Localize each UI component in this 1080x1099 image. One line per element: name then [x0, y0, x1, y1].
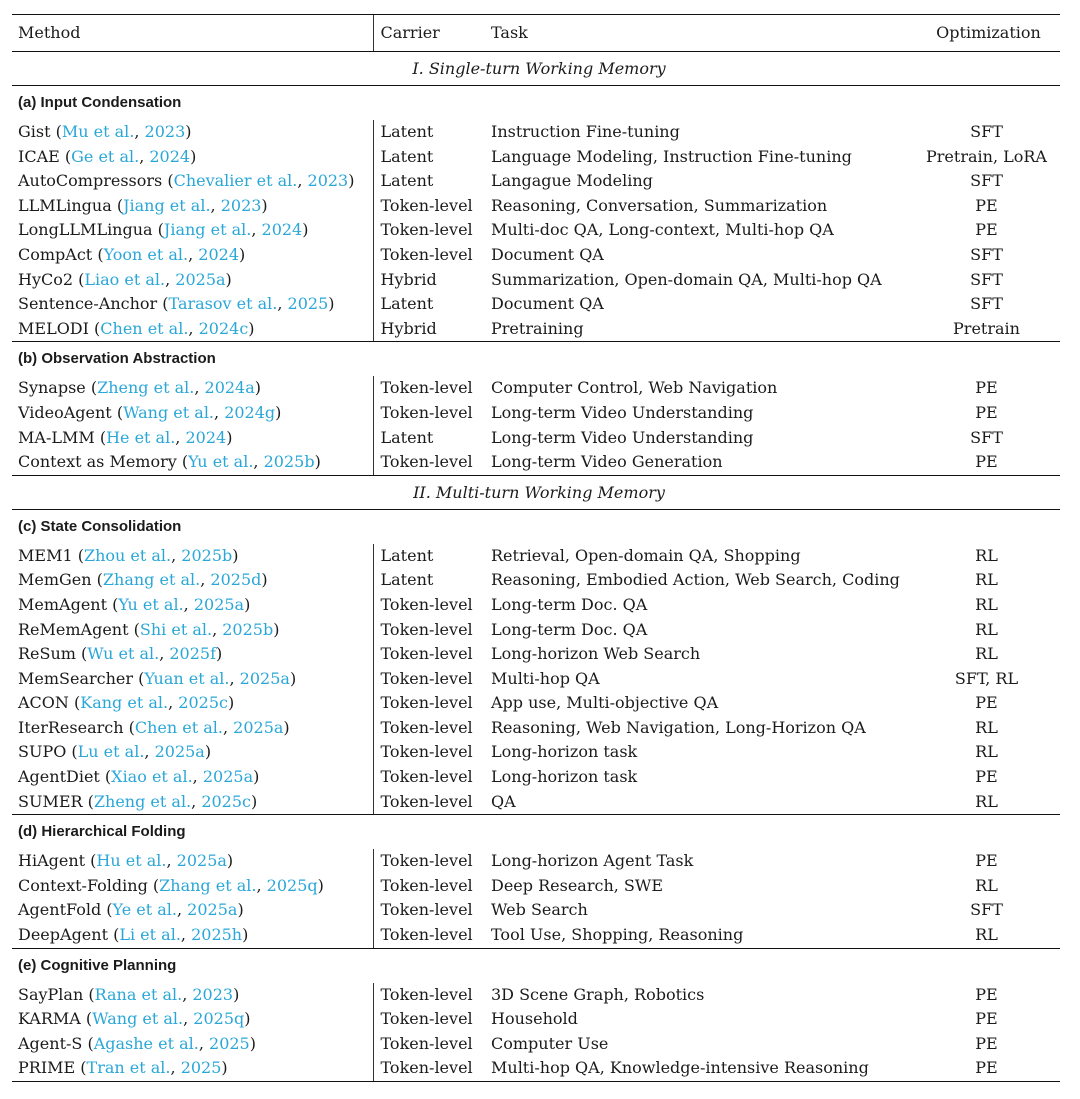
- method-cell: MemAgent (Yu et al., 2025a): [18, 594, 251, 614]
- method-cell: SUPO (Lu et al., 2025a): [18, 742, 212, 762]
- carrier-cell: Token-level: [373, 243, 485, 268]
- carrier-cell: Token-level: [373, 923, 485, 948]
- table-row: [12, 568, 1060, 593]
- citation-year-link[interactable]: 2025b: [181, 545, 233, 565]
- method-cell: MEM1 (Zhou et al., 2025b): [18, 545, 239, 565]
- method-cell: MA-LMM (He et al., 2024): [18, 427, 233, 447]
- method-name: Agent-S: [18, 1033, 83, 1053]
- section-heading-row: [12, 52, 1060, 86]
- table-row: [12, 401, 1060, 426]
- group-title: (e) Cognitive Planning: [18, 956, 177, 974]
- group-title: (c) State Consolidation: [18, 517, 182, 535]
- citation-year-link[interactable]: 2025: [180, 1058, 222, 1078]
- table-row: [12, 243, 1060, 268]
- method-name: MELODI: [18, 318, 89, 338]
- method-name: SUMER: [18, 791, 83, 811]
- task-cell: Language Modeling, Instruction Fine-tuning: [491, 146, 852, 166]
- citation-link[interactable]: Jiang et al.: [163, 220, 252, 240]
- method-cell: Context-Folding (Zhang et al., 2025q): [18, 875, 324, 895]
- method-cell: SUMER (Zheng et al., 2025c): [12, 790, 373, 815]
- task-cell: Deep Research, SWE: [491, 875, 663, 895]
- citation-year-link[interactable]: 2023: [307, 171, 349, 191]
- optimization-cell: RL: [975, 875, 998, 895]
- method-name: HiAgent: [18, 851, 86, 871]
- task-cell: Multi-doc QA, Long-context, Multi-hop QA: [491, 220, 834, 240]
- carrier-cell: Latent: [373, 426, 485, 451]
- carrier-cell: Token-level: [373, 790, 485, 815]
- task-cell: QA: [485, 790, 917, 815]
- header-method: Method: [12, 15, 373, 52]
- method-name: KARMA: [18, 1009, 81, 1029]
- method-name: ReSum: [18, 644, 76, 664]
- table-row: [12, 667, 1060, 692]
- method-name: Context-Folding: [18, 875, 148, 895]
- method-name: ReMemAgent: [18, 619, 129, 639]
- carrier-cell: Token-level: [373, 194, 485, 219]
- method-name: Context as Memory: [18, 452, 177, 472]
- table-row: [12, 716, 1060, 741]
- optimization-cell: SFT: [970, 244, 1003, 264]
- carrier-cell: Token-level: [373, 1056, 485, 1081]
- citation-link[interactable]: Agashe et al.: [93, 1033, 199, 1053]
- carrier-cell: Latent: [373, 169, 485, 194]
- citation-link[interactable]: Liao et al.: [84, 269, 166, 289]
- method-cell: Synapse (Zheng et al., 2024a): [18, 378, 262, 398]
- citation-link[interactable]: Zhou et al.: [83, 545, 172, 565]
- table-row: [12, 618, 1060, 643]
- method-name: MemSearcher: [18, 668, 134, 688]
- method-name: HyCo2: [18, 269, 74, 289]
- group-heading-row: [12, 509, 1060, 544]
- method-name: IterResearch: [18, 717, 124, 737]
- citation-link[interactable]: Mu et al.: [61, 122, 135, 141]
- task-cell: Pretraining: [485, 317, 917, 342]
- optimization-cell: RL: [975, 570, 998, 590]
- group-heading-row: [12, 342, 1060, 377]
- optimization-cell: PE: [975, 767, 998, 787]
- carrier-cell: Hybrid: [373, 317, 485, 342]
- citation-year-link[interactable]: 2025a: [233, 717, 284, 737]
- table-row: [12, 450, 1060, 475]
- carrier-cell: Token-level: [373, 642, 485, 667]
- optimization-cell: RL: [975, 742, 998, 762]
- citation-year-link[interactable]: 2024: [261, 220, 303, 240]
- citation-year-link[interactable]: 2025b: [263, 452, 315, 472]
- section-heading-row: [12, 475, 1060, 509]
- task-cell: Reasoning, Web Navigation, Long-Horizon QA: [491, 717, 866, 737]
- optimization-cell: PE: [917, 450, 1060, 475]
- carrier-cell: Latent: [373, 120, 485, 145]
- task-cell: Instruction Fine-tuning: [491, 122, 680, 141]
- table-row: [12, 120, 1060, 145]
- method-cell: CompAct (Yoon et al., 2024): [18, 244, 246, 264]
- method-name: Gist: [18, 122, 51, 141]
- method-name: ACON: [18, 693, 69, 713]
- method-name: CompAct: [18, 244, 93, 264]
- optimization-cell: PE: [917, 1056, 1060, 1081]
- method-name: ICAE: [18, 146, 60, 166]
- citation-year-link[interactable]: 2025a: [239, 668, 290, 688]
- carrier-cell: Token-level: [373, 1032, 485, 1057]
- carrier-cell: Token-level: [373, 1007, 485, 1032]
- method-cell: AgentFold (Ye et al., 2025a): [18, 900, 244, 920]
- method-cell: Sentence-Anchor (Tarasov et al., 2025): [18, 294, 335, 314]
- method-cell: HiAgent (Hu et al., 2025a): [18, 851, 234, 871]
- task-cell: Document QA: [491, 294, 604, 314]
- method-name: LongLLMLingua: [18, 220, 153, 240]
- optimization-cell: PE: [975, 195, 998, 215]
- method-name: PRIME: [18, 1058, 76, 1078]
- method-name: Synapse: [18, 378, 86, 398]
- method-cell: AgentDiet (Xiao et al., 2025a): [18, 767, 260, 787]
- citation-link[interactable]: Ye et al.: [112, 900, 177, 920]
- table-row: [12, 923, 1060, 948]
- table-row: [12, 765, 1060, 790]
- optimization-cell: SFT: [970, 294, 1003, 314]
- group-heading-row: [12, 948, 1060, 983]
- task-cell: Long-horizon Web Search: [491, 644, 701, 664]
- method-cell: Context as Memory (Yu et al., 2025b): [12, 450, 373, 475]
- table-row: [12, 1007, 1060, 1032]
- citation-link[interactable]: Tran et al.: [86, 1058, 171, 1078]
- citation-year-link[interactable]: 2023: [144, 122, 186, 141]
- method-cell: ICAE (Ge et al., 2024): [18, 146, 197, 166]
- optimization-cell: RL: [975, 717, 998, 737]
- task-cell: Multi-hop QA, Knowledge-intensive Reasoning: [485, 1056, 917, 1081]
- method-cell: LongLLMLingua (Jiang et al., 2024): [18, 220, 309, 240]
- group-title: (a) Input Condensation: [18, 94, 182, 111]
- citation-year-link[interactable]: 2025a: [175, 269, 226, 289]
- task-cell: Long-term Doc. QA: [491, 619, 648, 639]
- method-cell: ACON (Kang et al., 2025c): [18, 693, 235, 713]
- method-name: SayPlan: [18, 984, 84, 1004]
- task-cell: Computer Use: [491, 1033, 609, 1053]
- section-title: II. Multi-turn Working Memory: [12, 475, 1060, 509]
- citation-year-link[interactable]: 2024g: [224, 402, 276, 422]
- citation-year-link[interactable]: 2025c: [178, 693, 228, 713]
- table-row: [12, 194, 1060, 219]
- citation-year-link[interactable]: 2025d: [210, 570, 262, 590]
- citation-year-link[interactable]: 2025h: [191, 925, 243, 945]
- task-cell: Long-term Doc. QA: [491, 594, 648, 614]
- carrier-cell: Token-level: [373, 849, 485, 874]
- carrier-cell: Token-level: [373, 667, 485, 692]
- method-name: MemAgent: [18, 594, 108, 614]
- method-cell: HyCo2 (Liao et al., 2025a): [18, 269, 232, 289]
- citation-year-link[interactable]: 2025c: [201, 791, 251, 811]
- optimization-cell: PE: [975, 378, 998, 398]
- table-row: [12, 593, 1060, 618]
- table-row: [12, 849, 1060, 874]
- citation-link[interactable]: Kang et al.: [80, 693, 169, 713]
- table-body: [12, 52, 1060, 1082]
- citation-year-link[interactable]: 2024: [149, 146, 191, 166]
- paper-table-container: [12, 14, 1060, 1082]
- carrier-cell: Token-level: [373, 618, 485, 643]
- citation-link[interactable]: Wu et al.: [87, 644, 160, 664]
- optimization-cell: SFT, RL: [954, 668, 1019, 688]
- citation-year-link[interactable]: 2025a: [193, 594, 245, 614]
- method-cell: ReMemAgent (Shi et al., 2025b): [18, 619, 280, 639]
- citation-year-link[interactable]: 2025b: [222, 619, 274, 639]
- task-cell: Reasoning, Embodied Action, Web Search, Coding: [491, 570, 900, 590]
- citation-year-link[interactable]: 2025: [209, 1033, 250, 1053]
- table-header-row: [12, 15, 1060, 52]
- method-cell: PRIME (Tran et al., 2025): [12, 1056, 373, 1081]
- method-cell: Agent-S (Agashe et al., 2025): [18, 1033, 256, 1053]
- group-heading-row: [12, 86, 1060, 121]
- table-row: [12, 218, 1060, 243]
- citation-link[interactable]: Lu et al.: [77, 742, 145, 762]
- citation-link[interactable]: Zheng et al.: [93, 791, 192, 811]
- header-carrier: Carrier: [373, 15, 485, 52]
- method-cell: LLMLingua (Jiang et al., 2023): [18, 195, 268, 215]
- carrier-cell: Latent: [373, 292, 485, 317]
- optimization-cell: PE: [975, 693, 998, 713]
- citation-year-link[interactable]: 2023: [192, 984, 234, 1004]
- header-task: Task: [485, 15, 917, 52]
- carrier-cell: Token-level: [373, 898, 485, 923]
- table-row: [12, 292, 1060, 317]
- carrier-cell: Token-level: [373, 716, 485, 741]
- optimization-cell: RL: [917, 790, 1060, 815]
- working-memory-table: [12, 14, 1060, 1082]
- citation-link[interactable]: Jiang et al.: [123, 195, 211, 215]
- table-row: [12, 898, 1060, 923]
- citation-link[interactable]: Li et al.: [119, 925, 181, 945]
- citation-link[interactable]: Zheng et al.: [97, 378, 195, 398]
- carrier-cell: Token-level: [373, 691, 485, 716]
- optimization-cell: RL: [975, 594, 998, 614]
- table-row: [12, 268, 1060, 293]
- citation-link[interactable]: Zhang et al.: [102, 570, 201, 590]
- optimization-cell: RL: [917, 923, 1060, 948]
- table-row: [12, 145, 1060, 170]
- citation-link[interactable]: Yu et al.: [118, 594, 184, 614]
- task-cell: Summarization, Open-domain QA, Multi-hop QA: [491, 269, 882, 289]
- citation-link[interactable]: Yoon et al.: [103, 244, 189, 264]
- carrier-cell: Latent: [373, 145, 485, 170]
- group-title: (d) Hierarchical Folding: [18, 823, 186, 841]
- method-cell: DeepAgent (Li et al., 2025h): [12, 923, 373, 948]
- optimization-cell: RL: [975, 644, 998, 664]
- citation-link[interactable]: Chen et al.: [134, 717, 223, 737]
- task-cell: Long-term Video Generation: [485, 450, 917, 475]
- task-cell: Langague Modeling: [491, 171, 653, 191]
- citation-year-link[interactable]: 2025a: [154, 742, 205, 762]
- citation-year-link[interactable]: 2024: [185, 427, 227, 447]
- citation-year-link[interactable]: 2025a: [202, 767, 254, 787]
- task-cell: Document QA: [491, 244, 604, 264]
- method-name: Sentence-Anchor: [18, 294, 158, 314]
- method-cell: MemSearcher (Yuan et al., 2025a): [18, 668, 297, 688]
- method-name: AgentFold: [18, 900, 102, 920]
- optimization-cell: Pretrain: [917, 317, 1060, 342]
- citation-link[interactable]: Tarasov et al.: [168, 294, 278, 314]
- task-cell: Long-horizon task: [491, 767, 638, 787]
- task-cell: Reasoning, Conversation, Summarization: [491, 195, 828, 215]
- table-row: [12, 691, 1060, 716]
- optimization-cell: RL: [975, 545, 998, 565]
- method-name: SUPO: [18, 742, 67, 762]
- table-row: [12, 1056, 1060, 1081]
- table-row: [12, 874, 1060, 899]
- task-cell: Retrieval, Open-domain QA, Shopping: [491, 545, 801, 565]
- citation-year-link[interactable]: 2025q: [193, 1009, 245, 1029]
- method-name: DeepAgent: [18, 925, 109, 945]
- carrier-cell: Latent: [373, 568, 485, 593]
- method-cell: MELODI (Chen et al., 2024c): [12, 317, 373, 342]
- optimization-cell: PE: [975, 1033, 998, 1053]
- citation-year-link[interactable]: 2025f: [169, 644, 217, 664]
- method-cell: AutoCompressors (Chevalier et al., 2023): [18, 171, 355, 191]
- task-cell: Long-term Video Understanding: [491, 402, 754, 422]
- carrier-cell: Token-level: [373, 765, 485, 790]
- optimization-cell: SFT: [970, 122, 1003, 141]
- citation-link[interactable]: Zhang et al.: [159, 875, 257, 895]
- citation-link[interactable]: He et al.: [106, 427, 176, 447]
- table-row: [12, 642, 1060, 667]
- method-name: MemGen: [18, 570, 92, 590]
- group-heading-row: [12, 815, 1060, 850]
- task-cell: Household: [491, 1009, 578, 1029]
- method-name: VideoAgent: [18, 402, 112, 422]
- method-cell: KARMA (Wang et al., 2025q): [18, 1009, 251, 1029]
- optimization-cell: SFT: [970, 269, 1003, 289]
- table-row: [12, 1032, 1060, 1057]
- header-optimization: Optimization: [917, 15, 1060, 52]
- table-row: [12, 983, 1060, 1008]
- task-cell: Web Search: [491, 900, 588, 920]
- method-name: AgentDiet: [18, 767, 100, 787]
- citation-link[interactable]: Xiao et al.: [111, 767, 193, 787]
- task-cell: App use, Multi-objective QA: [491, 693, 719, 713]
- table-row: [12, 317, 1060, 342]
- optimization-cell: Pretrain, LoRA: [926, 146, 1047, 166]
- optimization-cell: PE: [975, 984, 998, 1004]
- task-cell: Long-horizon task: [491, 742, 638, 762]
- citation-link[interactable]: Yu et al.: [188, 452, 254, 472]
- citation-year-link[interactable]: 2025: [287, 294, 329, 314]
- task-cell: Multi-hop QA: [491, 668, 600, 688]
- citation-year-link[interactable]: 2025a: [176, 851, 227, 871]
- citation-link[interactable]: Chen et al.: [100, 318, 189, 338]
- carrier-cell: Token-level: [373, 983, 485, 1008]
- table-row: [12, 740, 1060, 765]
- citation-year-link[interactable]: 2024: [198, 244, 240, 264]
- method-cell: IterResearch (Chen et al., 2025a): [18, 717, 290, 737]
- citation-link[interactable]: Shi et al.: [139, 619, 213, 639]
- citation-link[interactable]: Yuan et al.: [144, 668, 230, 688]
- method-cell: ReSum (Wu et al., 2025f): [18, 644, 223, 664]
- task-cell: Computer Control, Web Navigation: [491, 378, 778, 398]
- task-cell: Long-horizon Agent Task: [491, 851, 694, 871]
- method-cell: Gist (Mu et al., 2023): [18, 122, 192, 141]
- method-cell: MemGen (Zhang et al., 2025d): [18, 570, 268, 590]
- method-name: MEM1: [18, 545, 73, 565]
- carrier-cell: Token-level: [373, 450, 485, 475]
- citation-link[interactable]: Wang et al.: [92, 1009, 184, 1029]
- optimization-cell: SFT: [970, 427, 1003, 447]
- citation-link[interactable]: Rana et al.: [94, 984, 183, 1004]
- task-cell: Tool Use, Shopping, Reasoning: [485, 923, 917, 948]
- method-name: AutoCompressors: [18, 171, 163, 191]
- method-cell: SayPlan (Rana et al., 2023): [18, 984, 240, 1004]
- carrier-cell: Token-level: [373, 218, 485, 243]
- citation-link[interactable]: Wang et al.: [123, 402, 215, 422]
- carrier-cell: Latent: [373, 544, 485, 569]
- table-row: [12, 426, 1060, 451]
- carrier-cell: Token-level: [373, 593, 485, 618]
- optimization-cell: PE: [975, 1009, 998, 1029]
- optimization-cell: SFT: [970, 900, 1003, 920]
- citation-year-link[interactable]: 2024c: [198, 318, 249, 338]
- method-name: LLMLingua: [18, 195, 112, 215]
- table-row: [12, 376, 1060, 401]
- carrier-cell: Token-level: [373, 376, 485, 401]
- section-title: I. Single-turn Working Memory: [12, 52, 1060, 86]
- carrier-cell: Token-level: [373, 740, 485, 765]
- optimization-cell: RL: [975, 619, 998, 639]
- carrier-cell: Token-level: [373, 874, 485, 899]
- citation-year-link[interactable]: 2025a: [187, 900, 238, 920]
- citation-year-link[interactable]: 2023: [220, 195, 262, 215]
- carrier-cell: Token-level: [373, 401, 485, 426]
- optimization-cell: PE: [975, 402, 998, 422]
- table-row: [12, 169, 1060, 194]
- citation-link[interactable]: Ge et al.: [71, 146, 140, 166]
- task-cell: Long-term Video Understanding: [491, 427, 754, 447]
- table-row: [12, 790, 1060, 815]
- citation-year-link[interactable]: 2024a: [204, 378, 255, 398]
- group-title: (b) Observation Abstraction: [18, 350, 216, 368]
- method-cell: VideoAgent (Wang et al., 2024g): [18, 402, 282, 422]
- citation-link[interactable]: Hu et al.: [96, 851, 167, 871]
- citation-year-link[interactable]: 2025q: [266, 875, 318, 895]
- optimization-cell: PE: [975, 851, 998, 871]
- table-row: [12, 544, 1060, 569]
- citation-link[interactable]: Chevalier et al.: [173, 171, 298, 191]
- task-cell: 3D Scene Graph, Robotics: [491, 984, 705, 1004]
- optimization-cell: SFT: [970, 171, 1003, 191]
- method-name: MA-LMM: [18, 427, 95, 447]
- optimization-cell: PE: [975, 220, 998, 240]
- carrier-cell: Hybrid: [373, 268, 485, 293]
